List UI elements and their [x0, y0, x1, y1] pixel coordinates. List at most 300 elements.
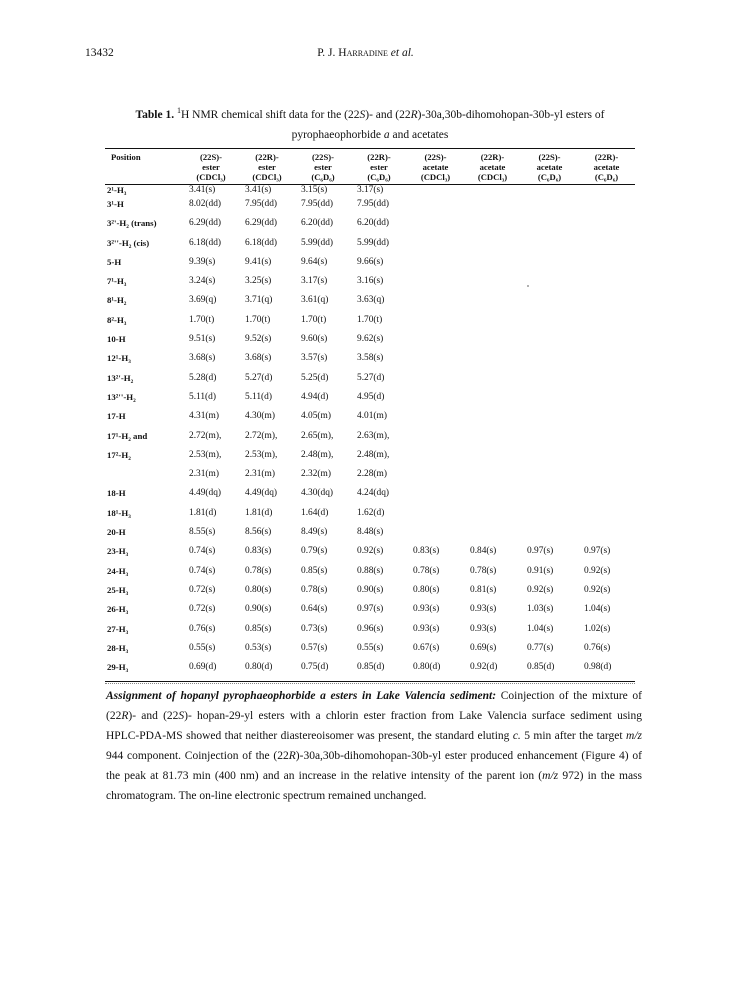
table-cell: 0.98(d) [578, 662, 635, 682]
table-row [105, 566, 635, 585]
header-line: (22S)- [312, 152, 334, 162]
table-cell [464, 392, 521, 411]
table-row [105, 353, 635, 372]
table-cell [521, 334, 578, 353]
table-row [105, 392, 635, 411]
table-cell: 0.78(s) [245, 565, 272, 576]
table-cell: 9.39(s) [189, 256, 216, 267]
table-row [105, 411, 635, 430]
table-cell [407, 488, 464, 507]
table-cell: 0.67(s) [413, 642, 440, 653]
table-cell [464, 411, 521, 430]
table-cell [407, 185, 464, 200]
table-cell [521, 527, 578, 546]
row-label: 27-H₃ [107, 623, 129, 634]
column-header [407, 151, 464, 185]
table-cell [407, 450, 464, 469]
table-row [105, 624, 635, 643]
table-cell: 0.57(s) [301, 642, 328, 653]
table-cell [464, 527, 521, 546]
header-line: (CDCl₃) [420, 172, 451, 182]
table-cell [578, 353, 635, 372]
table-cell: 2.32(m) [301, 469, 331, 480]
table-cell: 0.88(s) [357, 565, 384, 576]
table-cell: 0.85(s) [245, 623, 272, 634]
table-cell [521, 185, 578, 200]
table-cell [578, 469, 635, 488]
table-cell [521, 392, 578, 411]
header-line: (22S)- [424, 152, 447, 162]
paragraph-text: Coinjection of the mixture of (22 [106, 690, 642, 722]
table-cell [407, 238, 464, 257]
table-cell: 2.48(m), [357, 449, 390, 460]
table-cell [464, 295, 521, 314]
column-header [183, 151, 239, 185]
row-label: 23-H₃ [107, 546, 129, 557]
table-cell: 0.73(s) [301, 623, 328, 634]
row-label: 13²''-H₂ [107, 391, 136, 402]
table-cell: 3.17(s) [301, 276, 328, 287]
table-cell [464, 373, 521, 392]
table-cell [464, 185, 521, 200]
table-cell: 4.30(m) [245, 411, 275, 422]
table-cell [464, 276, 521, 295]
table-cell: 0.91(s) [527, 565, 554, 576]
nmr-table [105, 148, 635, 684]
table-row [105, 218, 635, 237]
table-cell [407, 315, 464, 334]
table-row [105, 199, 635, 218]
table-cell [464, 488, 521, 507]
row-label: 2¹-H₃ [107, 185, 127, 195]
table-cell [578, 450, 635, 469]
header-line: (22R)- [367, 152, 391, 162]
table-cell: 0.55(s) [189, 642, 216, 653]
table-cell [578, 373, 635, 392]
table-cell: 0.74(s) [189, 546, 216, 557]
caption-text-e: a [383, 128, 390, 141]
table-cell: 0.81(s) [470, 584, 497, 595]
table-cell: 4.31(m) [189, 411, 219, 422]
table-cell [407, 469, 464, 488]
header-line: Position [111, 152, 141, 162]
column-header [351, 151, 407, 185]
table-cell [407, 431, 464, 450]
table-cell: 2.28(m) [357, 469, 387, 480]
table-cell: 5.27(d) [245, 372, 273, 383]
table-cell: 0.90(s) [357, 584, 384, 595]
row-label: 12¹-H₃ [107, 353, 131, 364]
row-label: 18-H [107, 488, 126, 499]
table-cell [578, 199, 635, 218]
table-cell: 1.03(s) [527, 604, 554, 615]
table-cell: 0.97(s) [584, 546, 611, 557]
table-cell: 3.71(q) [245, 295, 273, 306]
table-cell [464, 353, 521, 372]
table-cell: 5.99(dd) [357, 237, 390, 248]
table-cell: 0.72(s) [189, 584, 216, 595]
table-cell: 0.80(d) [407, 662, 464, 682]
table-cell [521, 411, 578, 430]
page-number: 13432 [85, 47, 114, 59]
table-row [105, 527, 635, 546]
table-cell: 3.58(s) [357, 353, 384, 364]
table-cell [521, 218, 578, 237]
header-line: acetate [422, 162, 449, 172]
header-line: ester [202, 162, 220, 172]
table-cell [521, 257, 578, 276]
table-row [105, 257, 635, 276]
table-cell: 9.51(s) [189, 334, 216, 345]
table-cell: 3.69(q) [189, 295, 217, 306]
table-cell: 0.93(s) [470, 604, 497, 615]
paragraph-text: )- and (22 [128, 710, 179, 722]
table-cell: 0.75(d) [295, 662, 351, 682]
table-cell: 9.62(s) [357, 334, 384, 345]
table-cell [578, 218, 635, 237]
table-cell: 0.53(s) [245, 642, 272, 653]
header-line: (22S)- [200, 152, 222, 162]
table-cell [407, 257, 464, 276]
table-cell: 4.01(m) [357, 411, 387, 422]
row-label: 29-H₃ [105, 662, 183, 682]
table-row [105, 373, 635, 392]
header-line: (22R)- [255, 152, 279, 162]
caption-text-f: and acetates [389, 128, 449, 141]
table-cell: 7.95(dd) [245, 199, 278, 209]
table-cell [521, 373, 578, 392]
table-cell [407, 218, 464, 237]
table-cell: 4.49(dq) [245, 488, 278, 499]
table-cell: 6.29(dd) [189, 218, 222, 229]
table-cell: 3.68(s) [189, 353, 216, 364]
table-cell: 3.25(s) [245, 276, 272, 287]
table-cell: 0.74(s) [189, 565, 216, 576]
table-cell [464, 450, 521, 469]
table-cell: 8.49(s) [301, 527, 328, 538]
table-cell: 5.25(d) [301, 372, 329, 383]
header-line: (CDCl₃) [196, 172, 226, 182]
header-line: ester [370, 162, 388, 172]
table-cell: 1.62(d) [357, 507, 385, 518]
table-cell [521, 315, 578, 334]
table-cell: 0.92(s) [584, 584, 611, 595]
table-cell: 6.18(dd) [245, 237, 278, 248]
table-cell [578, 257, 635, 276]
table-cell [464, 431, 521, 450]
table-cell: 6.20(dd) [301, 218, 334, 229]
table-cell: 8.56(s) [245, 527, 272, 538]
header-line: (CDCl₃) [477, 172, 508, 182]
table-cell: 0.78(s) [470, 565, 497, 576]
caption-text-b: )- and (22 [365, 108, 411, 121]
table-cell [578, 411, 635, 430]
table-cell: 1.81(d) [189, 507, 217, 518]
table-cell: 2.65(m), [301, 430, 334, 441]
table-cell: 0.83(s) [413, 546, 440, 557]
table-cell: 2.53(m), [245, 449, 278, 460]
scan-speck [527, 285, 529, 287]
table-cell: 7.95(dd) [301, 199, 334, 209]
table-cell: 3.41(s) [189, 185, 216, 195]
caption-text-a: H NMR chemical shift data for the (22 [180, 108, 360, 121]
table-row [105, 431, 635, 450]
row-label: 24-H₃ [107, 565, 129, 576]
table-row [105, 546, 635, 565]
table-cell: 5.11(d) [245, 391, 272, 402]
row-label: 3¹-H [107, 199, 124, 209]
header-line: acetate [479, 162, 506, 172]
paragraph-text: 944 component. Coinjection of the (22 [106, 750, 289, 762]
table-cell: 3.41(s) [245, 185, 272, 195]
table-cell: 0.78(s) [413, 565, 440, 576]
table-cell: 1.64(d) [301, 507, 329, 518]
row-label: 18¹-H₃ [107, 507, 131, 518]
table-cell: 0.64(s) [301, 604, 328, 615]
header-line: (C₆D₆) [594, 172, 619, 182]
table-cell: 0.90(s) [245, 604, 272, 615]
table-cell [407, 527, 464, 546]
running-head-author: P. J. Harradine [317, 47, 388, 59]
table-cell: 1.70(t) [189, 314, 215, 325]
row-label: 5-H [107, 256, 122, 267]
column-header [464, 151, 521, 185]
table-row [105, 585, 635, 604]
table-cell [578, 488, 635, 507]
table-cell: 0.92(s) [357, 546, 384, 557]
paragraph-text: 5 min after the target [520, 730, 627, 742]
table-cell: 3.16(s) [357, 276, 384, 287]
header-line: ester [258, 162, 276, 172]
running-head [0, 47, 731, 59]
table-cell: 0.69(d) [183, 662, 239, 682]
row-label: 10-H [107, 334, 126, 345]
header-line: acetate [536, 162, 563, 172]
table-row [105, 643, 635, 662]
table-cell [578, 508, 635, 527]
table-cell: 4.30(dq) [301, 488, 334, 499]
table-cell [578, 392, 635, 411]
caption-text-c: )-30a,30b-dihomohopan-30b-yl esters of [417, 108, 605, 121]
table-cell: 0.83(s) [245, 546, 272, 557]
row-label: 3²''-H₂ (cis) [107, 237, 150, 248]
column-header [578, 151, 635, 185]
table-cell: 6.29(dd) [245, 218, 278, 229]
row-label: 13²'-H₂ [107, 372, 134, 383]
table-cell: 4.49(dq) [189, 488, 222, 499]
table-cell [464, 334, 521, 353]
header-line: (C₆D₆) [311, 172, 335, 182]
row-label: 17²-H₂ [107, 449, 131, 460]
table-cell: 4.24(dq) [357, 488, 390, 499]
table-cell: 0.80(d) [239, 662, 295, 682]
header-line: acetate [593, 162, 620, 172]
table-label: Table 1. [135, 108, 175, 121]
table-cell [578, 334, 635, 353]
table-cell [407, 411, 464, 430]
table-cell: 0.96(s) [357, 623, 384, 634]
table-cell [464, 257, 521, 276]
table-row [105, 334, 635, 353]
table-cell: 0.85(d) [521, 662, 578, 682]
table-cell: 9.64(s) [301, 256, 328, 267]
table-cell [407, 353, 464, 372]
table-cell: 0.72(s) [189, 604, 216, 615]
table-cell: 3.63(q) [357, 295, 385, 306]
table-row [105, 450, 635, 469]
table-cell [578, 431, 635, 450]
table-cell [464, 469, 521, 488]
table-cell [521, 238, 578, 257]
table-cell: 5.27(d) [357, 372, 385, 383]
table-cell [521, 295, 578, 314]
table-cell [578, 315, 635, 334]
column-header-position [105, 151, 183, 185]
table-cell [407, 199, 464, 218]
table-cell [407, 373, 464, 392]
table-cell: 4.94(d) [301, 391, 329, 402]
table-row [105, 469, 635, 488]
table-cell [407, 508, 464, 527]
table-cell: 3.24(s) [189, 276, 216, 287]
table-cell [521, 431, 578, 450]
table-cell: 1.70(t) [245, 314, 271, 325]
table-cell: 0.78(s) [301, 584, 328, 595]
table-cell: 9.60(s) [301, 334, 328, 345]
row-label: 20-H [107, 527, 126, 538]
table-cell: 2.48(m), [301, 449, 334, 460]
column-header [295, 151, 351, 185]
table-cell: 3.57(s) [301, 353, 328, 364]
table-row [105, 662, 635, 682]
row-label: 17-H [107, 411, 126, 422]
table-cell: 0.92(d) [464, 662, 521, 682]
table-cell: 4.05(m) [301, 411, 331, 422]
table-cell: 5.99(dd) [301, 237, 334, 248]
table-cell: 0.92(s) [527, 584, 554, 595]
table-cell: 3.17(s) [357, 185, 384, 195]
table-cell [578, 295, 635, 314]
table-cell: 0.69(s) [470, 642, 497, 653]
table-cell: 0.76(s) [584, 642, 611, 653]
row-label: 17¹-H₂ and [107, 430, 148, 441]
body-paragraph: Assignment of hopanyl pyrophaeophorbide a esters in Lake Valencia sediment: Coinjection of the mixture of (22R)- and (22S)- hopan-29-yl esters with a chlorin ester fraction from Lake Valencia surface sediment using HPLC-PDA-MS showed that neither diastereoisomer was present, the standard eluting c. 5 min after the target m/z 944 component. Coinjection of the (22R)-30a,30b-dihomohopan-30b-yl ester produced enhancement (Figure 4) of the peak at 81.73 min (400 nm) and an increase in the relative intensity of the parent ion (m/z 972) in the mass chromatogram. The on-line electronic spectrum remained unchanged. [106, 690, 643, 802]
table-cell: 9.41(s) [245, 256, 272, 267]
table-cell: 4.95(d) [357, 391, 385, 402]
row-label: 25-H₃ [107, 584, 129, 595]
table-cell: 0.76(s) [189, 623, 216, 634]
header-line: (22R)- [594, 152, 619, 162]
table-cell: 5.11(d) [189, 391, 216, 402]
table-cell [521, 353, 578, 372]
table-cell: 3.68(s) [245, 353, 272, 364]
header-line: (CDCl₃) [252, 172, 282, 182]
table-cell [407, 295, 464, 314]
table-cell: 0.80(s) [245, 584, 272, 595]
table-cell [521, 488, 578, 507]
table-cell: 8.02(dd) [189, 199, 222, 209]
table-cell: 7.95(dd) [357, 199, 390, 209]
table-row [105, 295, 635, 314]
paragraph-text: )- hopan-29-yl esters with a chlorin ester fraction from Lake Valencia surface sediment using HPLC-PDA-MS showed that neither diastereoisomer was present, the standard eluting [106, 710, 642, 742]
header-line: (22R)- [480, 152, 505, 162]
table-cell: 1.04(s) [584, 604, 611, 615]
table-bottom-dotted-rule [105, 683, 635, 684]
table-cell: 1.70(t) [301, 314, 327, 325]
table-cell [578, 276, 635, 295]
header-line: ester [314, 162, 332, 172]
header-line: (22S)- [538, 152, 561, 162]
table-cell [464, 508, 521, 527]
table-cell: 8.55(s) [189, 527, 216, 538]
table-row [105, 185, 635, 200]
table-cell: 2.31(m) [245, 469, 275, 480]
table-cell [464, 238, 521, 257]
running-head-et-al: et al. [390, 47, 414, 59]
row-label: 28-H₃ [107, 642, 129, 653]
table-cell: 2.72(m), [189, 430, 222, 441]
table-cell: 9.66(s) [357, 256, 384, 267]
table-cell: 0.97(s) [527, 546, 554, 557]
table-cell: 0.93(s) [470, 623, 497, 634]
paragraph-text: m/z [626, 730, 642, 742]
paragraph-text: 972) in the mass chromatogram. The on-line electronic spectrum remained unchanged. [106, 770, 643, 802]
row-label: 8¹-H₂ [107, 295, 127, 306]
table-cell: 2.53(m), [189, 449, 222, 460]
table-cell [407, 334, 464, 353]
table-cell [521, 450, 578, 469]
table-cell: 1.70(t) [357, 314, 383, 325]
paragraph-text: c. [512, 730, 521, 742]
table-cell: 0.97(s) [357, 604, 384, 615]
row-label: 7¹-H₃ [107, 276, 127, 287]
table-cell [578, 527, 635, 546]
table-cell: 0.55(s) [357, 642, 384, 653]
table-cell: 0.93(s) [413, 623, 440, 634]
caption-text-d: pyrophaeophorbide [291, 128, 384, 141]
paragraph-text: )-30a,30b-dihomohopan-30b-yl ester produced enhancement (Figure 4) of the peak at 81.73 min (400 nm) and an increase in the relative intensity of the parent ion ( [106, 750, 642, 782]
table-cell: 0.93(s) [413, 604, 440, 615]
table-cell: 6.18(dd) [189, 237, 222, 248]
table-cell: 5.28(d) [189, 372, 217, 383]
table-caption: Table 1. $^1$H NMR chemical shift data for the (22S)- and (22R)-30a,30b-dihomohopan-30b-yl esters of pyrophaeophorbide a and acetates [135, 106, 605, 141]
table-cell: 0.84(s) [470, 546, 497, 557]
table-cell: 3.15(s) [301, 185, 328, 195]
table-cell: 0.77(s) [527, 642, 554, 653]
table-cell [521, 276, 578, 295]
paragraph-text: m/z [542, 770, 559, 782]
table-cell: 2.72(m), [245, 430, 278, 441]
table-cell: 8.48(s) [357, 527, 384, 538]
table-row [105, 604, 635, 623]
table-cell: 0.85(s) [301, 565, 328, 576]
table-cell: 2.31(m) [189, 469, 219, 480]
table-cell [521, 199, 578, 218]
table-row [105, 488, 635, 507]
table-cell: 9.52(s) [245, 334, 272, 345]
header-line: (C₆D₆) [367, 172, 391, 182]
table-cell [464, 315, 521, 334]
table-cell [464, 199, 521, 218]
table-row [105, 238, 635, 257]
paragraph-heading: Assignment of hopanyl pyrophaeophorbide a esters in Lake Valencia sediment: [106, 690, 497, 702]
column-header [521, 151, 578, 185]
table-cell: 1.04(s) [527, 623, 554, 634]
row-label: 8²-H₃ [107, 314, 127, 325]
table-cell: 0.80(s) [413, 584, 440, 595]
table-cell: 2.63(m), [357, 430, 390, 441]
table-cell: 3.61(q) [301, 295, 329, 306]
